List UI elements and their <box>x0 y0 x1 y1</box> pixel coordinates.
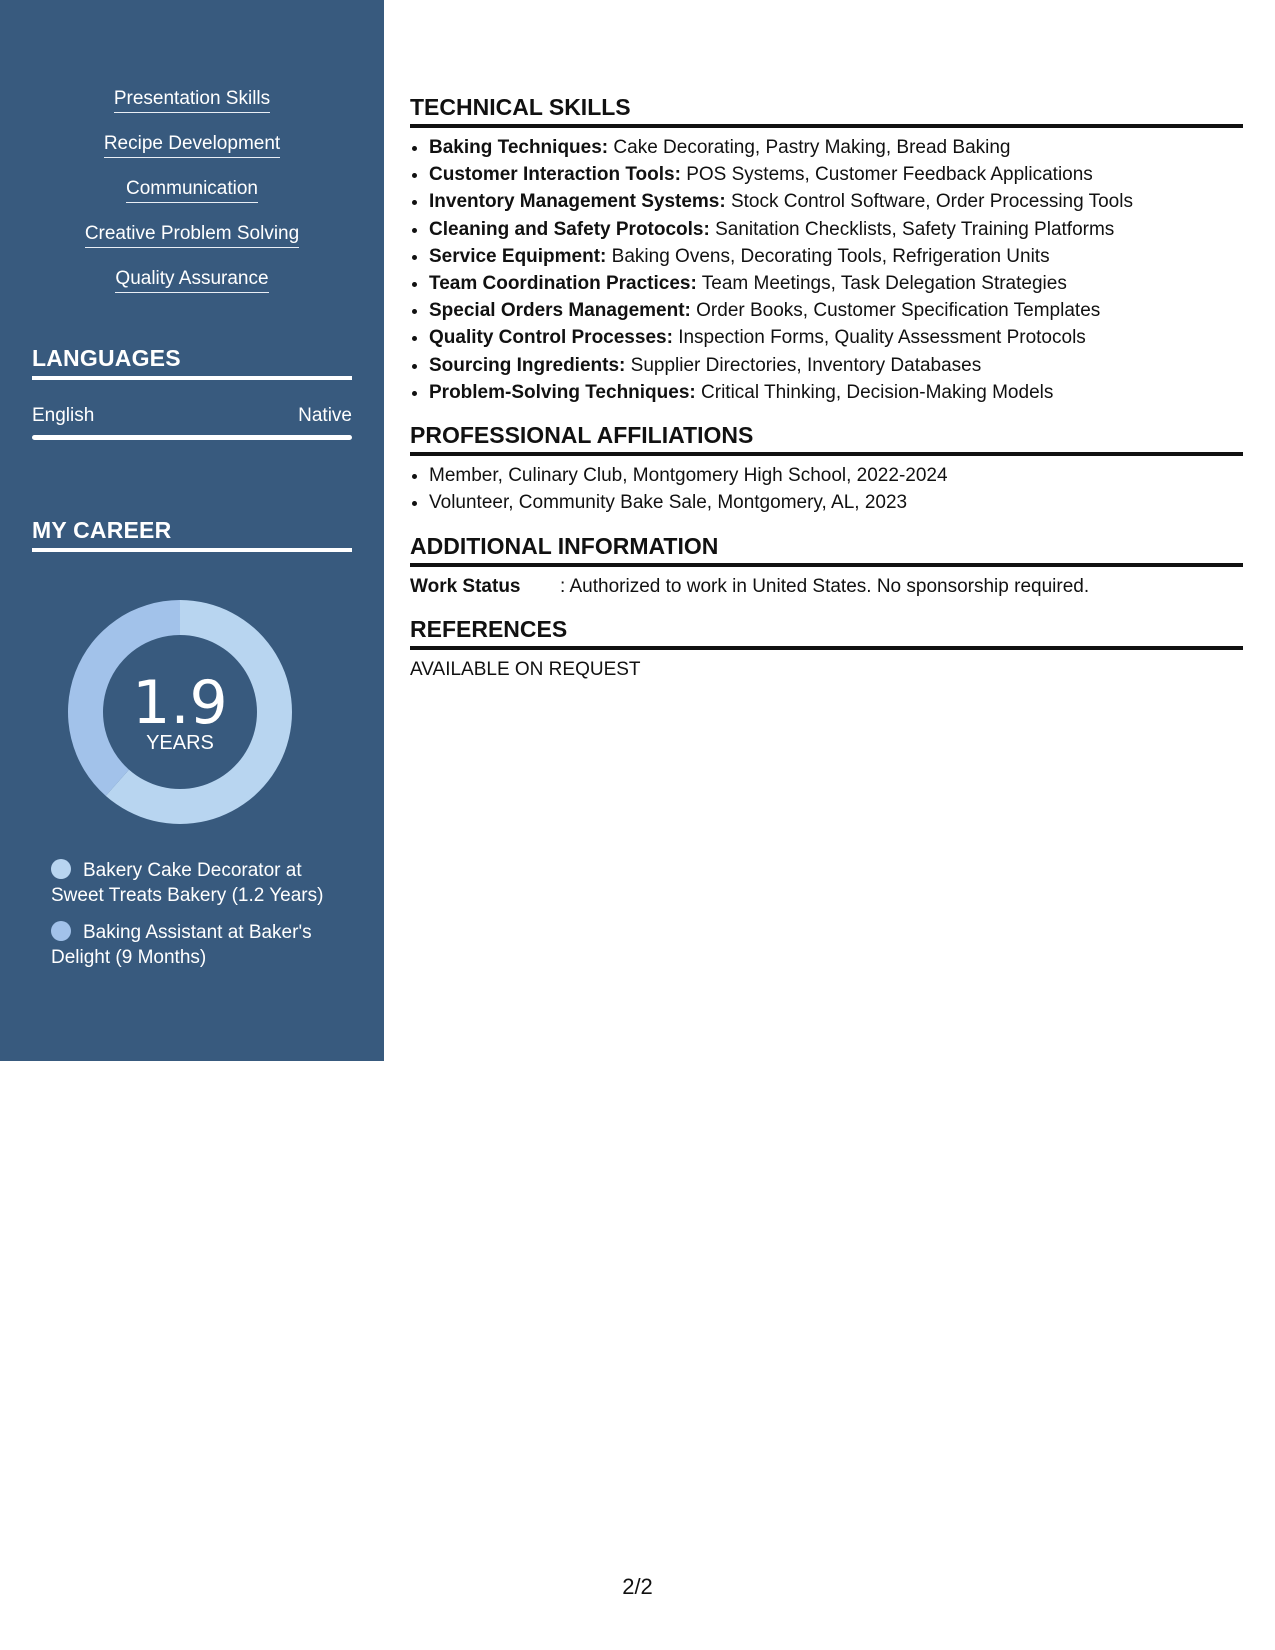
skill-item <box>0 266 384 311</box>
skill-item <box>0 176 384 221</box>
sidebar <box>0 0 384 1061</box>
technical-skill-text: Supplier Directories, Inventory Databases <box>630 354 982 376</box>
technical-skill-item <box>429 188 1243 215</box>
soft-skills-list <box>0 86 384 311</box>
skill-item <box>0 86 384 131</box>
career-dot-icon <box>51 921 71 941</box>
technical-skill-text: Order Books, Customer Specification Templates <box>696 300 1101 322</box>
additional-information-heading: ADDITIONAL INFORMATION <box>410 532 1243 567</box>
skill-item <box>0 131 384 176</box>
career-heading: MY CAREER <box>32 516 352 552</box>
career-item-text: Baking Assistant at Baker's Delight (9 Months) <box>51 922 312 968</box>
affiliations-heading: PROFESSIONAL AFFILIATIONS <box>410 421 1243 456</box>
references-section <box>410 615 1243 683</box>
career-item-text: Bakery Cake Decorator at Sweet Treats Bakery (1.2 Years) <box>51 860 324 906</box>
technical-skill-text: Baking Ovens, Decorating Tools, Refrigeration Units <box>611 245 1050 267</box>
work-status-label: Work Status <box>410 576 521 597</box>
technical-skill-item <box>429 134 1243 161</box>
technical-skill-text: Stock Control Software, Order Processing Tools <box>730 191 1133 213</box>
technical-skill-label: Special Orders Management: <box>429 300 691 322</box>
technical-skill-item <box>429 352 1243 379</box>
technical-skill-label: Service Equipment: <box>429 245 607 267</box>
technical-skill-label: Quality Control Processes: <box>429 327 673 349</box>
skill-item <box>0 221 384 266</box>
references-text: AVAILABLE ON REQUEST <box>410 659 641 680</box>
technical-skill-text: Cake Decorating, Pastry Making, Bread Baking <box>613 137 1011 158</box>
technical-skill-label: Cleaning and Safety Protocols: <box>429 218 710 240</box>
technical-skill-label: Problem-Solving Techniques: <box>429 381 696 403</box>
skill-label: Quality Assurance <box>115 267 268 293</box>
technical-skill-text: Sanitation Checklists, Safety Training Platforms <box>715 218 1115 240</box>
technical-skill-item <box>429 161 1243 188</box>
career-list <box>51 858 341 982</box>
career-dot-icon <box>51 859 71 879</box>
work-status-row <box>410 573 1243 600</box>
technical-skill-text: Team Meetings, Task Delegation Strategies <box>701 273 1067 295</box>
technical-skill-text: Critical Thinking, Decision-Making Models <box>701 381 1054 403</box>
technical-skill-text: POS Systems, Customer Feedback Applications <box>686 164 1093 186</box>
languages-heading: LANGUAGES <box>32 344 352 380</box>
work-status-value: : Authorized to work in United States. No sponsorship required. <box>560 576 1090 597</box>
language-row <box>32 404 352 428</box>
skill-label: Recipe Development <box>104 132 280 158</box>
technical-skill-label: Customer Interaction Tools: <box>429 164 681 186</box>
technical-skills-heading: TECHNICAL SKILLS <box>410 93 1243 128</box>
technical-skill-item <box>429 324 1243 351</box>
technical-skill-item <box>429 379 1243 406</box>
skill-label: Creative Problem Solving <box>85 222 299 248</box>
technical-skill-item <box>429 297 1243 324</box>
language-proficiency-bar <box>32 435 352 440</box>
affiliations-list <box>410 462 1243 516</box>
affiliations-section <box>410 421 1243 516</box>
skill-label: Communication <box>126 177 258 203</box>
additional-information-section <box>410 532 1243 600</box>
career-total-unit: YEARS <box>146 732 214 754</box>
language-level: Native <box>298 405 352 426</box>
page-number: 2/2 <box>622 1574 653 1599</box>
technical-skill-label: Team Coordination Practices: <box>429 273 697 295</box>
technical-skills-section <box>410 93 1243 406</box>
technical-skill-label: Sourcing Ingredients: <box>429 354 626 376</box>
technical-skill-item <box>429 270 1243 297</box>
career-total-years: 1.9 <box>132 668 228 738</box>
career-item <box>51 858 341 908</box>
references-heading: REFERENCES <box>410 615 1243 650</box>
language-name: English <box>32 405 95 426</box>
career-item <box>51 920 341 970</box>
technical-skills-list <box>410 134 1243 406</box>
technical-skill-text: Inspection Forms, Quality Assessment Protocols <box>678 327 1086 349</box>
technical-skill-label: Baking Techniques: <box>429 137 609 158</box>
technical-skill-item <box>429 216 1243 243</box>
affiliation-item: • Member, Culinary Club, Montgomery High School, 2022-2024 <box>429 462 1243 489</box>
skill-label: Presentation Skills <box>114 87 270 113</box>
technical-skill-item <box>429 243 1243 270</box>
affiliation-item: • Volunteer, Community Bake Sale, Montgomery, AL, 2023 <box>429 489 1243 516</box>
technical-skill-label: Inventory Management Systems: <box>429 191 726 213</box>
